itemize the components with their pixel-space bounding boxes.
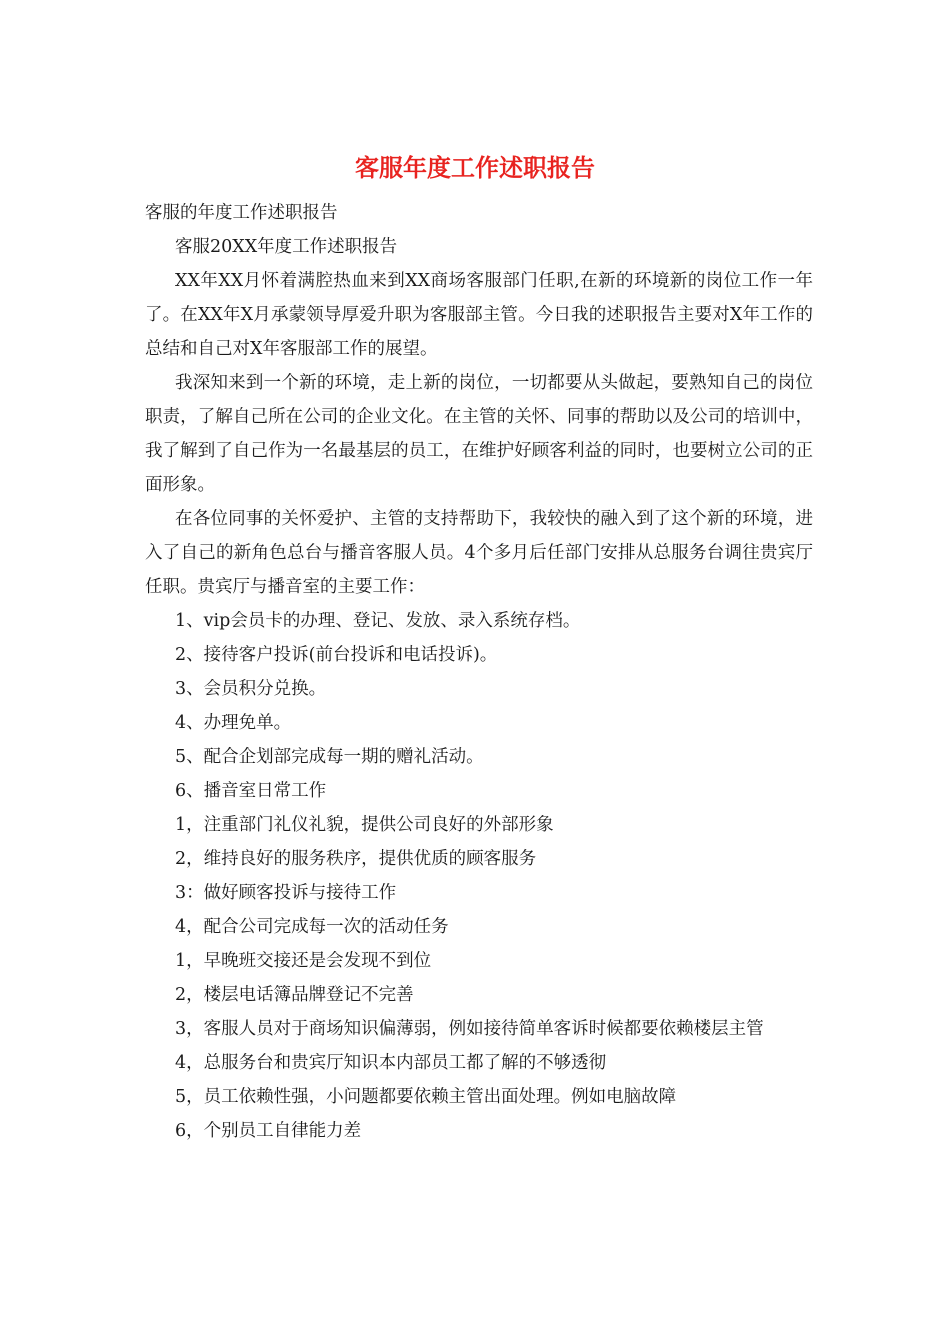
paragraph: 2、接待客户投诉(前台投诉和电话投诉)。 xyxy=(175,645,498,665)
paragraph: 3：做好顾客投诉与接待工作 xyxy=(175,883,397,903)
document-title: 客服年度工作述职报告 xyxy=(355,153,595,182)
paragraph: XX年XX月怀着满腔热血来到XX商场客服部门任职,在新的环境新的岗位工作一年了。在XX年X月承蒙领导厚爱升职为客服部主管。今日我的述职报告主要对X年工作的总结和自己对X年客服部工作的展望。 xyxy=(145,271,813,359)
paragraph: 2，楼层电话簿品牌登记不完善 xyxy=(175,985,414,1005)
paragraph: 5，员工依赖性强，小问题都要依赖主管出面处理。例如电脑故障 xyxy=(175,1087,677,1107)
paragraph: 5、配合企划部完成每一期的赠礼活动。 xyxy=(175,747,484,767)
paragraph: 我深知来到一个新的环境，走上新的岗位，一切都要从头做起，要熟知自己的岗位职责，了解自己所在公司的企业文化。在主管的关怀、同事的帮助以及公司的培训中，我了解到了自己作为一名最基层的员工，在维护好顾客利益的同时，也要树立公司的正面形象。 xyxy=(145,373,813,495)
paragraph: 6，个别员工自律能力差 xyxy=(175,1121,362,1141)
paragraph: 客服的年度工作述职报告 xyxy=(145,203,338,223)
paragraph: 客服20XX年度工作述职报告 xyxy=(175,237,398,257)
paragraph: 4、办理免单。 xyxy=(175,713,292,733)
paragraph: 4，总服务台和贵宾厅知识本内部员工都了解的不够透彻 xyxy=(175,1053,607,1073)
paragraph: 3，客服人员对于商场知识偏薄弱，例如接待简单客诉时候都要依赖楼层主管 xyxy=(175,1019,764,1039)
document-body xyxy=(145,196,813,1148)
paragraph: 3、会员积分兑换。 xyxy=(175,679,327,699)
paragraph: 1，早晚班交接还是会发现不到位 xyxy=(175,951,432,971)
paragraph: 6、播音室日常工作 xyxy=(175,781,327,801)
paragraph: 在各位同事的关怀爱护、主管的支持帮助下，我较快的融入到了这个新的环境，进入了自己的新角色总台与播音客服人员。4个多月后任部门安排从总服务台调往贵宾厅任职。贵宾厅与播音室的主要工作： xyxy=(145,509,813,597)
paragraph: 2，维持良好的服务秩序，提供优质的顾客服务 xyxy=(175,849,537,869)
paragraph: 4，配合公司完成每一次的活动任务 xyxy=(175,917,449,937)
paragraph: 1，注重部门礼仪礼貌，提供公司良好的外部形象 xyxy=(175,815,554,835)
paragraph: 1、vip会员卡的办理、登记、发放、录入系统存档。 xyxy=(175,611,581,631)
